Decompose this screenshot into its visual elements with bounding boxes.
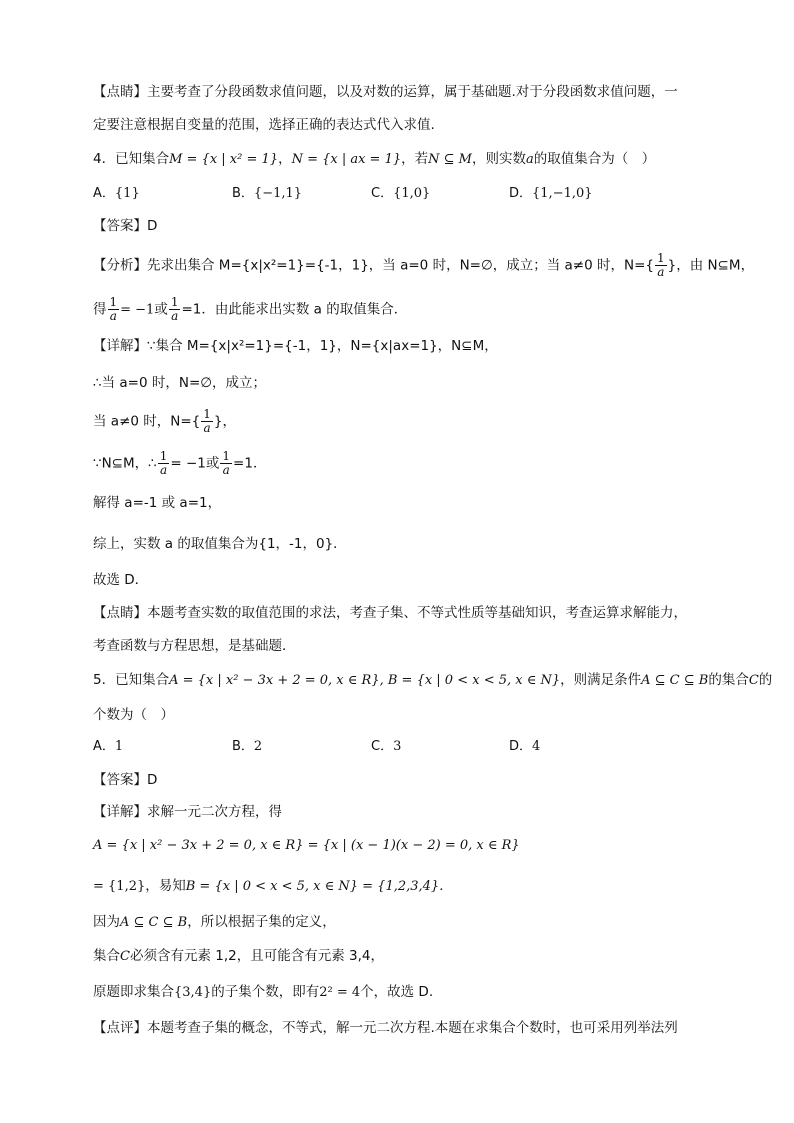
q4-lead: 4．已知集合: [93, 151, 170, 167]
q5-detail-6c: 的子集个数，即有: [211, 984, 320, 1000]
q5-option-c-label: C．: [371, 739, 394, 754]
q4-set-m: M = {x | x² = 1}: [169, 152, 279, 167]
fraction-numerator: 1: [657, 251, 665, 265]
fraction-numerator: 1: [170, 295, 179, 309]
fraction-numerator: 1: [109, 295, 118, 309]
q4-detail-4c: =1．: [233, 455, 267, 472]
q5-detail-line-2: A = {x | x² − 3x + 2 = 0, x ∈ R} = {x | (x − 1)(x − 2) = 0, x ∈ R}: [93, 838, 520, 853]
q4-fraction: [201, 408, 213, 435]
q5-option-d-label: D．: [509, 739, 533, 754]
q4-analysis-text-b: }，由 N⊆M，: [667, 257, 755, 274]
q4-detail-line-2: ∴当 a=0 时，N=∅，成立；: [93, 375, 267, 391]
q4-analysis-or: 或: [154, 301, 168, 318]
q5-option-c: [371, 737, 401, 757]
previous-comment-line-2: 定要注意根据自变量的范围，选择正确的表达式代入求值.: [93, 117, 435, 133]
fraction-numerator: 1: [159, 449, 168, 463]
q5-stem-line-1: [93, 670, 772, 691]
q4-option-c-label: C．: [371, 186, 394, 201]
q4-option-c: [371, 184, 430, 204]
q5-option-b-label: B．: [232, 739, 254, 754]
q5-detail-line-3: [93, 876, 443, 897]
q5-detail-5c: 必须含有元素 1,2，且可能含有元素 3,4，: [129, 948, 384, 964]
q5-option-c-value: 3: [393, 739, 402, 754]
q4-analysis-de: 得: [93, 301, 107, 318]
q5-lead: 5．已知集合: [93, 672, 170, 688]
q4-analysis-eq1: = −1: [120, 302, 155, 318]
q5-answer: 【答案】D: [93, 772, 158, 788]
q5-option-b-value: 2: [253, 739, 263, 754]
q4-option-a: [93, 184, 140, 204]
fraction-denominator: a: [203, 421, 211, 435]
q4-detail-line-1: 【详解】∵集合 M={x|x²=1}={-1，1}，N={x|ax=1}，N⊆M，: [93, 338, 498, 354]
q4-option-a-value: {1}: [114, 186, 140, 201]
q4-option-d-value: {1,−1,0}: [532, 186, 593, 201]
q5-comment-line: 【点评】本题考查子集的概念，不等式，解一元二次方程.本题在求集合个数时，也可采用列举法列: [93, 1020, 678, 1036]
q5-var-c: C: [748, 673, 759, 688]
q5-detail-line-5: [93, 946, 384, 967]
q5-detail-6a: 原题即求集合: [93, 984, 174, 1000]
q4-comment-line-2: 考查函数与方程思想，是基础题．: [93, 638, 296, 654]
q5-option-a: [93, 737, 123, 757]
q4-tail-b: 的取值集合为（ ）: [533, 151, 656, 167]
q4-detail-3a: 当 a≠0 时，N={: [93, 413, 201, 430]
q4-option-c-value: {1,0}: [393, 186, 431, 201]
q4-detail-line-6: 综上，实数 a 的取值集合为{1，-1，0}．: [93, 536, 347, 552]
q5-sets: A = {x | x² − 3x + 2 = 0, x ∈ R}, B = {x | 0 < x < 5, x ∈ N}: [169, 673, 561, 688]
q5-detail-3a: = {1,2}: [93, 879, 146, 894]
q4-option-d: [509, 184, 593, 204]
q5-option-a-label: A．: [93, 739, 115, 754]
q5-detail-6b: {3,4}: [174, 985, 212, 1000]
q4-mid: ，若: [401, 151, 429, 167]
q4-detail-line-5: 解得 a=-1 或 a=1，: [93, 495, 222, 511]
q5-detail-line-1: 【详解】求解一元二次方程，得: [93, 804, 282, 820]
fraction-denominator: a: [657, 265, 665, 279]
q5-detail-4c: ，所以根据子集的定义，: [187, 914, 336, 930]
q4-analysis-text-a: 【分析】先求出集合 M={x|x²=1}={-1，1}，当 a=0 时，N=∅，成立；当 a≠0 时，N={: [93, 257, 654, 274]
q5-tail: 的集合: [708, 672, 749, 688]
q4-detail-3b: }，: [213, 413, 236, 430]
q4-answer: 【答案】D: [93, 218, 158, 234]
q4-analysis-eq2: =1．由此能求出实数 a 的取值集合．: [181, 301, 408, 318]
q4-detail-line-7: 故选 D．: [93, 572, 149, 588]
q5-detail-line-6: [93, 982, 433, 1003]
q4-analysis-line-1: [93, 252, 754, 279]
q4-condition: N ⊆ M: [428, 152, 472, 167]
q4-option-a-label: A．: [93, 186, 115, 201]
q4-comment-line-1: 【点睛】本题考查实数的取值范围的求法，考查子集、不等式性质等基础知识，考查运算求解能力，: [93, 605, 687, 621]
q5-detail-6d: 2² = 4: [319, 985, 361, 1000]
q4-tail-a: ，则实数: [471, 151, 526, 167]
q4-option-b-value: {−1,1}: [253, 186, 303, 201]
fraction-denominator: a: [109, 309, 117, 323]
q5-mid: ，则满足条件: [560, 672, 642, 688]
q5-option-d-value: 4: [532, 739, 541, 754]
q5-option-d: [509, 737, 540, 757]
q4-detail-line-3: [93, 408, 236, 435]
q5-detail-3b: ，易知: [145, 878, 186, 894]
fraction-denominator: a: [222, 463, 230, 477]
q4-analysis-line-2: [93, 296, 407, 323]
q5-tail-de: 的: [758, 672, 773, 688]
fraction-numerator: 1: [222, 449, 231, 463]
q4-option-b: [232, 184, 302, 204]
q4-detail-line-4: [93, 450, 266, 477]
q4-detail-4a: ∵N⊆M，∴: [93, 455, 157, 472]
q4-fraction: [108, 296, 120, 323]
q4-option-d-label: D．: [509, 186, 533, 201]
q5-option-a-value: 1: [114, 739, 124, 754]
fraction-numerator: 1: [203, 407, 211, 421]
q4-set-n: N = {x | ax = 1}: [291, 152, 402, 167]
q5-detail-4b: A ⊆ C ⊆ B: [120, 915, 188, 930]
previous-comment-line-1: 【点睛】主要考查了分段函数求值问题，以及对数的运算，属于基础题.对于分段函数求值问题，一: [93, 84, 678, 100]
q5-detail-3c: B = {x | 0 < x < 5, x ∈ N} = {1,2,3,4}.: [185, 879, 444, 894]
q4-fraction: [169, 296, 181, 323]
q4-var-a: a: [525, 152, 534, 167]
q4-stem: [93, 149, 655, 170]
q4-fraction: [655, 252, 667, 279]
q5-detail-4a: 因为: [93, 914, 120, 930]
q4-fraction: [158, 450, 170, 477]
q4-fraction: [220, 450, 232, 477]
fraction-denominator: a: [171, 309, 179, 323]
q4-comma: ，: [278, 151, 292, 167]
q4-option-b-label: B．: [232, 186, 254, 201]
q5-detail-line-4: [93, 912, 336, 933]
q5-detail-5b: C: [120, 949, 130, 964]
q5-detail-6e: 个，故选 D.: [360, 984, 434, 1000]
q5-detail-5a: 集合: [93, 948, 120, 964]
q4-detail-4b: = −1或: [170, 455, 220, 472]
q5-option-b: [232, 737, 262, 757]
q5-stem-line-2: 个数为（ ）: [93, 707, 174, 723]
q5-condition: A ⊆ C ⊆ B: [641, 673, 709, 688]
fraction-denominator: a: [159, 463, 168, 477]
